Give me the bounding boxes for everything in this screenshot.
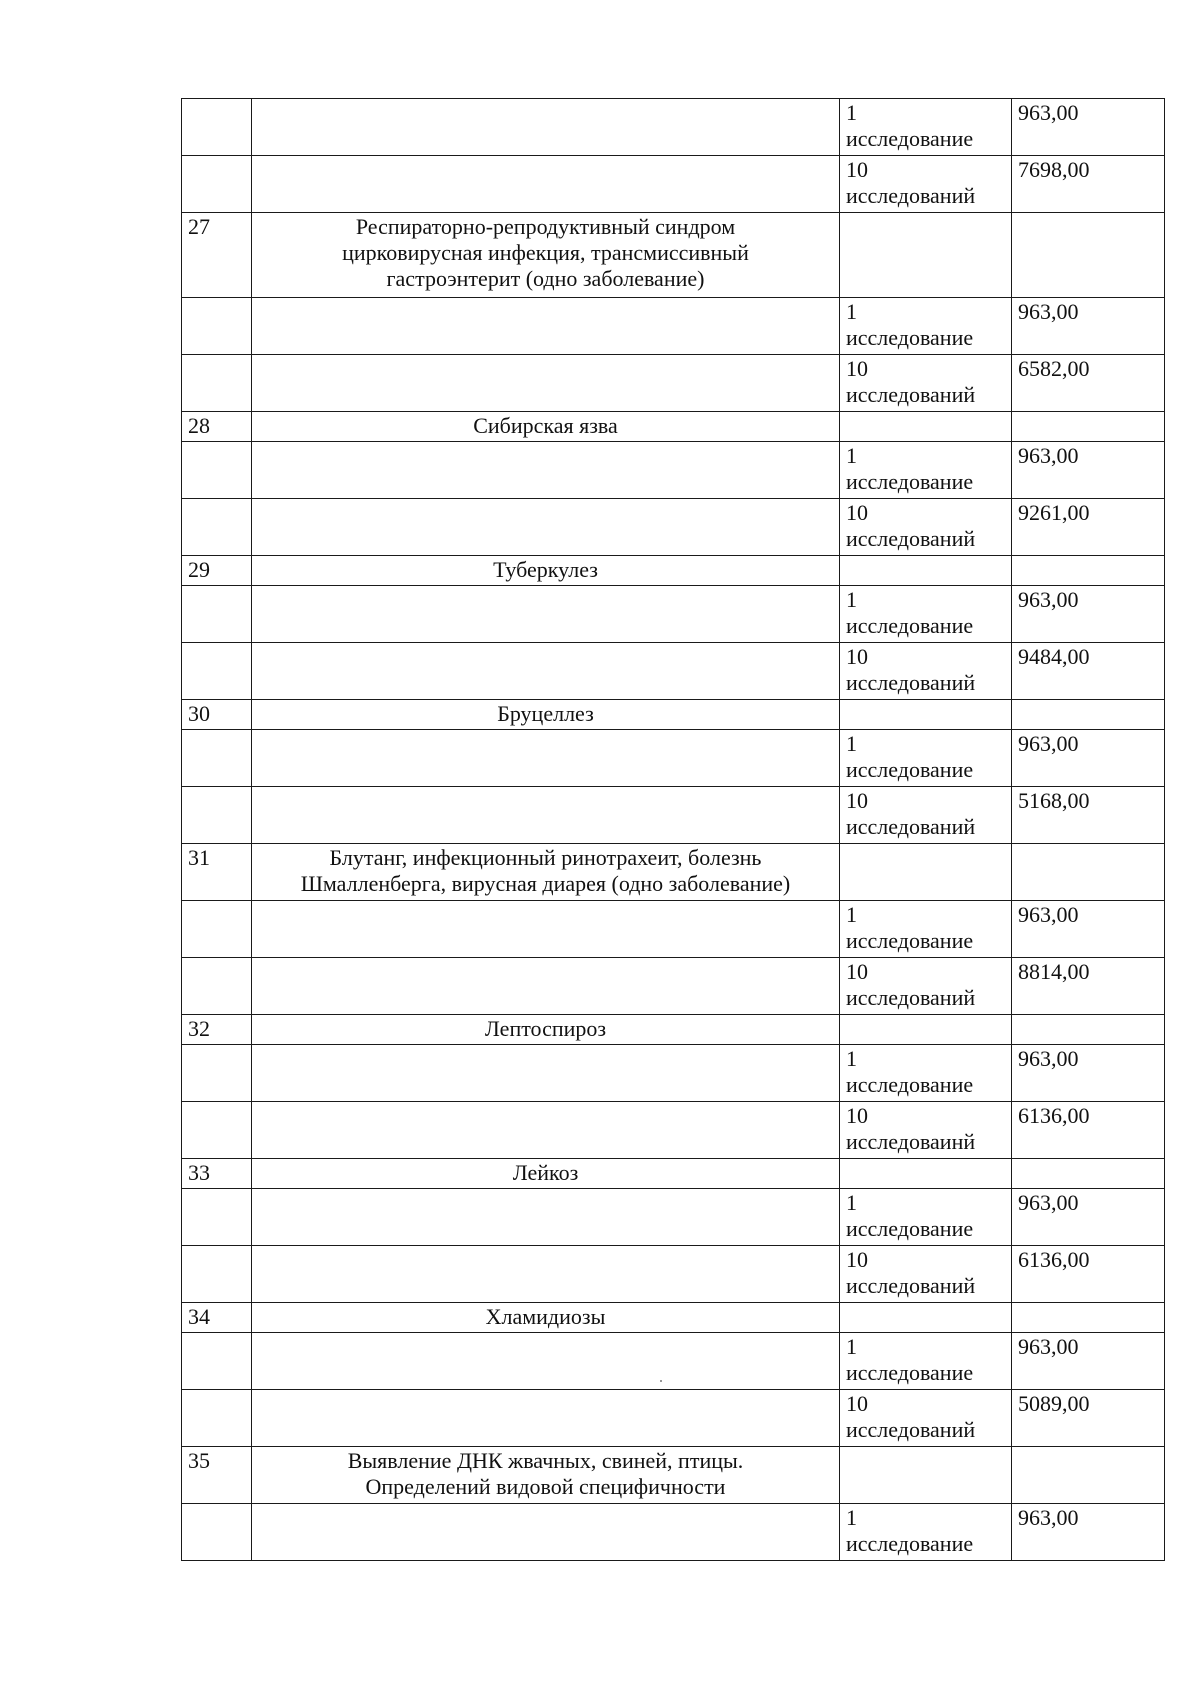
price-cell	[1012, 442, 1165, 499]
price-cell	[1012, 298, 1165, 355]
test-name-cell-empty	[252, 1045, 840, 1102]
test-name-cell-empty	[252, 643, 840, 700]
test-name-cell-empty	[252, 1504, 840, 1561]
price-cell	[1012, 1333, 1165, 1390]
table-row-price	[182, 1504, 1165, 1561]
table-row-price	[182, 586, 1165, 643]
price-cell-empty	[1012, 1447, 1165, 1504]
price-value: 7698,00	[1018, 157, 1090, 182]
unit-cell	[840, 1102, 1012, 1159]
row-number-cell-empty	[182, 1333, 252, 1390]
price-cell-empty	[1012, 700, 1165, 730]
row-number-cell-empty	[182, 1504, 252, 1561]
table-row-price	[182, 1333, 1165, 1390]
row-number-cell-empty	[182, 1102, 252, 1159]
unit-cell	[840, 730, 1012, 787]
test-name-cell-empty	[252, 1333, 840, 1390]
unit-cell	[840, 1189, 1012, 1246]
price-cell	[1012, 1504, 1165, 1561]
test-name-cell	[252, 213, 840, 298]
test-name-cell-empty	[252, 298, 840, 355]
price-value: 963,00	[1018, 100, 1079, 125]
unit-label: исследование	[846, 1216, 974, 1241]
price-value: 9484,00	[1018, 644, 1090, 669]
unit-quantity: 1	[846, 1190, 857, 1215]
row-number-cell-empty	[182, 355, 252, 412]
unit-quantity: 1	[846, 100, 857, 125]
price-cell-empty	[1012, 1159, 1165, 1189]
unit-quantity: 1	[846, 299, 857, 324]
row-number-cell-empty	[182, 901, 252, 958]
test-name-line: Сибирская язва	[473, 413, 618, 438]
unit-cell	[840, 1045, 1012, 1102]
price-cell	[1012, 586, 1165, 643]
unit-label: исследование	[846, 757, 974, 782]
unit-cell-empty	[840, 412, 1012, 442]
table-row-price	[182, 1102, 1165, 1159]
unit-label: исследование	[846, 928, 974, 953]
row-number-cell	[182, 700, 252, 730]
test-name-cell-empty	[252, 901, 840, 958]
row-number-cell	[182, 1447, 252, 1504]
unit-cell	[840, 787, 1012, 844]
table-row-price	[182, 1390, 1165, 1447]
price-cell-empty	[1012, 1303, 1165, 1333]
table-row-price	[182, 298, 1165, 355]
price-cell-empty	[1012, 844, 1165, 901]
price-value: 963,00	[1018, 299, 1079, 324]
unit-cell	[840, 442, 1012, 499]
table-row-disease	[182, 1159, 1165, 1189]
row-number-cell-empty	[182, 1189, 252, 1246]
table-row-disease	[182, 1015, 1165, 1045]
unit-cell	[840, 1246, 1012, 1303]
table-row-disease	[182, 213, 1165, 298]
test-name-cell	[252, 556, 840, 586]
unit-quantity: 10	[846, 1391, 868, 1416]
row-number: 35	[188, 1448, 210, 1473]
test-name-line: Лептоспироз	[484, 1016, 607, 1041]
test-name-line: Шмалленберга, вирусная диарея (одно заболевание)	[300, 871, 791, 896]
row-number-cell-empty	[182, 99, 252, 156]
row-number: 33	[188, 1160, 210, 1185]
test-name-line: гастроэнтерит (одно заболевание)	[386, 266, 705, 291]
unit-quantity: 10	[846, 788, 868, 813]
unit-label: исследование	[846, 325, 974, 350]
price-value: 963,00	[1018, 1505, 1079, 1530]
price-cell-empty	[1012, 556, 1165, 586]
unit-cell-empty	[840, 213, 1012, 298]
test-name-cell	[252, 700, 840, 730]
test-name-cell-empty	[252, 787, 840, 844]
unit-quantity: 1	[846, 1505, 857, 1530]
price-value: 963,00	[1018, 1046, 1079, 1071]
test-name-line: Респираторно-репродуктивный синдром	[355, 214, 736, 239]
price-cell	[1012, 787, 1165, 844]
test-name-cell-empty	[252, 958, 840, 1015]
unit-cell-empty	[840, 700, 1012, 730]
price-value: 5168,00	[1018, 788, 1090, 813]
price-cell	[1012, 355, 1165, 412]
unit-quantity: 10	[846, 157, 868, 182]
price-value: 6582,00	[1018, 356, 1090, 381]
test-name-cell-empty	[252, 1189, 840, 1246]
unit-label: исследований	[846, 382, 976, 407]
unit-label: исследование	[846, 613, 974, 638]
unit-cell	[840, 355, 1012, 412]
row-number: 30	[188, 701, 210, 726]
test-name-cell	[252, 1015, 840, 1045]
table-row-price	[182, 442, 1165, 499]
unit-label: исследований	[846, 814, 976, 839]
price-cell	[1012, 643, 1165, 700]
table-row-disease	[182, 556, 1165, 586]
scan-speck	[660, 1380, 662, 1382]
price-value: 963,00	[1018, 902, 1079, 927]
test-name-cell	[252, 412, 840, 442]
price-value: 8814,00	[1018, 959, 1090, 984]
row-number: 29	[188, 557, 210, 582]
table-row-price	[182, 1246, 1165, 1303]
test-name-line: Лейкоз	[512, 1160, 579, 1185]
test-name-line: цирковирусная инфекция, трансмиссивный	[342, 240, 749, 265]
unit-cell-empty	[840, 1159, 1012, 1189]
price-cell	[1012, 99, 1165, 156]
price-value: 5089,00	[1018, 1391, 1090, 1416]
table-row-disease	[182, 1303, 1165, 1333]
unit-cell	[840, 901, 1012, 958]
unit-cell-empty	[840, 556, 1012, 586]
table-row-disease	[182, 844, 1165, 901]
row-number-cell	[182, 844, 252, 901]
unit-cell	[840, 586, 1012, 643]
unit-quantity: 1	[846, 587, 857, 612]
unit-label: исследование	[846, 469, 974, 494]
test-name-cell-empty	[252, 730, 840, 787]
row-number: 32	[188, 1016, 210, 1041]
row-number-cell	[182, 213, 252, 298]
price-value: 963,00	[1018, 1190, 1079, 1215]
unit-cell-empty	[840, 1303, 1012, 1333]
price-cell	[1012, 156, 1165, 213]
row-number: 28	[188, 413, 210, 438]
unit-quantity: 10	[846, 500, 868, 525]
unit-cell	[840, 298, 1012, 355]
unit-quantity: 1	[846, 1334, 857, 1359]
unit-label: исследование	[846, 126, 974, 151]
row-number-cell	[182, 1015, 252, 1045]
price-cell	[1012, 730, 1165, 787]
table-row-price	[182, 730, 1165, 787]
price-cell-empty	[1012, 1015, 1165, 1045]
test-name-line: Туберкулез	[493, 557, 598, 582]
unit-label: исследований	[846, 1273, 976, 1298]
row-number-cell-empty	[182, 1246, 252, 1303]
test-name-cell	[252, 844, 840, 901]
unit-label: исследований	[846, 1417, 976, 1442]
unit-quantity: 10	[846, 959, 868, 984]
table-row-price	[182, 355, 1165, 412]
table-row-price	[182, 499, 1165, 556]
price-list-body	[182, 99, 1165, 1561]
price-value: 963,00	[1018, 587, 1079, 612]
table-row-price	[182, 1045, 1165, 1102]
price-cell	[1012, 901, 1165, 958]
row-number-cell-empty	[182, 156, 252, 213]
unit-label: исследование	[846, 1072, 974, 1097]
unit-cell-empty	[840, 844, 1012, 901]
unit-cell-empty	[840, 1015, 1012, 1045]
table-row-price	[182, 1189, 1165, 1246]
test-name-cell-empty	[252, 1102, 840, 1159]
row-number-cell-empty	[182, 298, 252, 355]
unit-label: исследование	[846, 1360, 974, 1385]
test-name-cell	[252, 1447, 840, 1504]
row-number: 31	[188, 845, 210, 870]
price-cell	[1012, 1390, 1165, 1447]
test-name-line: Бруцеллез	[497, 701, 594, 726]
test-name-cell	[252, 1159, 840, 1189]
unit-cell	[840, 1504, 1012, 1561]
unit-quantity: 1	[846, 902, 857, 927]
table-row-price	[182, 643, 1165, 700]
unit-cell	[840, 99, 1012, 156]
test-name-cell-empty	[252, 1390, 840, 1447]
unit-cell	[840, 643, 1012, 700]
table-row-price	[182, 958, 1165, 1015]
row-number-cell-empty	[182, 958, 252, 1015]
price-cell	[1012, 1189, 1165, 1246]
table-row-price	[182, 787, 1165, 844]
row-number-cell	[182, 556, 252, 586]
row-number-cell-empty	[182, 586, 252, 643]
unit-label: исследований	[846, 183, 976, 208]
unit-quantity: 1	[846, 443, 857, 468]
table-row-price	[182, 99, 1165, 156]
unit-label: исследоваинй	[846, 1129, 976, 1154]
row-number-cell-empty	[182, 787, 252, 844]
price-cell-empty	[1012, 412, 1165, 442]
price-cell	[1012, 1102, 1165, 1159]
row-number-cell	[182, 412, 252, 442]
unit-quantity: 1	[846, 731, 857, 756]
unit-label: исследование	[846, 1531, 974, 1556]
unit-quantity: 10	[846, 1247, 868, 1272]
test-name-cell-empty	[252, 355, 840, 412]
unit-cell	[840, 156, 1012, 213]
table-row-price	[182, 156, 1165, 213]
unit-label: исследований	[846, 985, 976, 1010]
table-row-disease	[182, 1447, 1165, 1504]
row-number-cell	[182, 1303, 252, 1333]
test-name-line: Определений видовой специфичности	[365, 1474, 726, 1499]
row-number-cell-empty	[182, 1045, 252, 1102]
test-name-cell-empty	[252, 499, 840, 556]
test-name-cell-empty	[252, 99, 840, 156]
row-number-cell-empty	[182, 442, 252, 499]
test-name-line: Блутанг, инфекционный ринотрахеит, болезнь	[329, 845, 762, 870]
price-value: 6136,00	[1018, 1103, 1090, 1128]
price-value: 963,00	[1018, 443, 1079, 468]
unit-cell	[840, 958, 1012, 1015]
price-cell	[1012, 499, 1165, 556]
price-list-table	[181, 98, 1165, 1561]
price-cell	[1012, 1246, 1165, 1303]
unit-quantity: 10	[846, 644, 868, 669]
price-value: 963,00	[1018, 1334, 1079, 1359]
test-name-line: Хламидиозы	[485, 1304, 606, 1329]
price-cell	[1012, 1045, 1165, 1102]
table-row-price	[182, 901, 1165, 958]
price-value: 6136,00	[1018, 1247, 1090, 1272]
unit-cell	[840, 499, 1012, 556]
row-number-cell-empty	[182, 643, 252, 700]
row-number: 34	[188, 1304, 210, 1329]
row-number-cell-empty	[182, 1390, 252, 1447]
unit-cell	[840, 1333, 1012, 1390]
row-number-cell	[182, 1159, 252, 1189]
row-number-cell-empty	[182, 499, 252, 556]
test-name-line: Выявление ДНК жвачных, свиней, птицы.	[347, 1448, 744, 1473]
price-value: 9261,00	[1018, 500, 1090, 525]
test-name-cell-empty	[252, 1246, 840, 1303]
unit-cell	[840, 1390, 1012, 1447]
unit-cell-empty	[840, 1447, 1012, 1504]
unit-quantity: 10	[846, 356, 868, 381]
unit-label: исследований	[846, 670, 976, 695]
price-value: 963,00	[1018, 731, 1079, 756]
test-name-cell	[252, 1303, 840, 1333]
price-cell-empty	[1012, 213, 1165, 298]
unit-quantity: 10	[846, 1103, 868, 1128]
row-number: 27	[188, 214, 210, 239]
table-row-disease	[182, 700, 1165, 730]
test-name-cell-empty	[252, 586, 840, 643]
unit-quantity: 1	[846, 1046, 857, 1071]
row-number-cell-empty	[182, 730, 252, 787]
unit-label: исследований	[846, 526, 976, 551]
table-row-disease	[182, 412, 1165, 442]
test-name-cell-empty	[252, 442, 840, 499]
test-name-cell-empty	[252, 156, 840, 213]
price-cell	[1012, 958, 1165, 1015]
